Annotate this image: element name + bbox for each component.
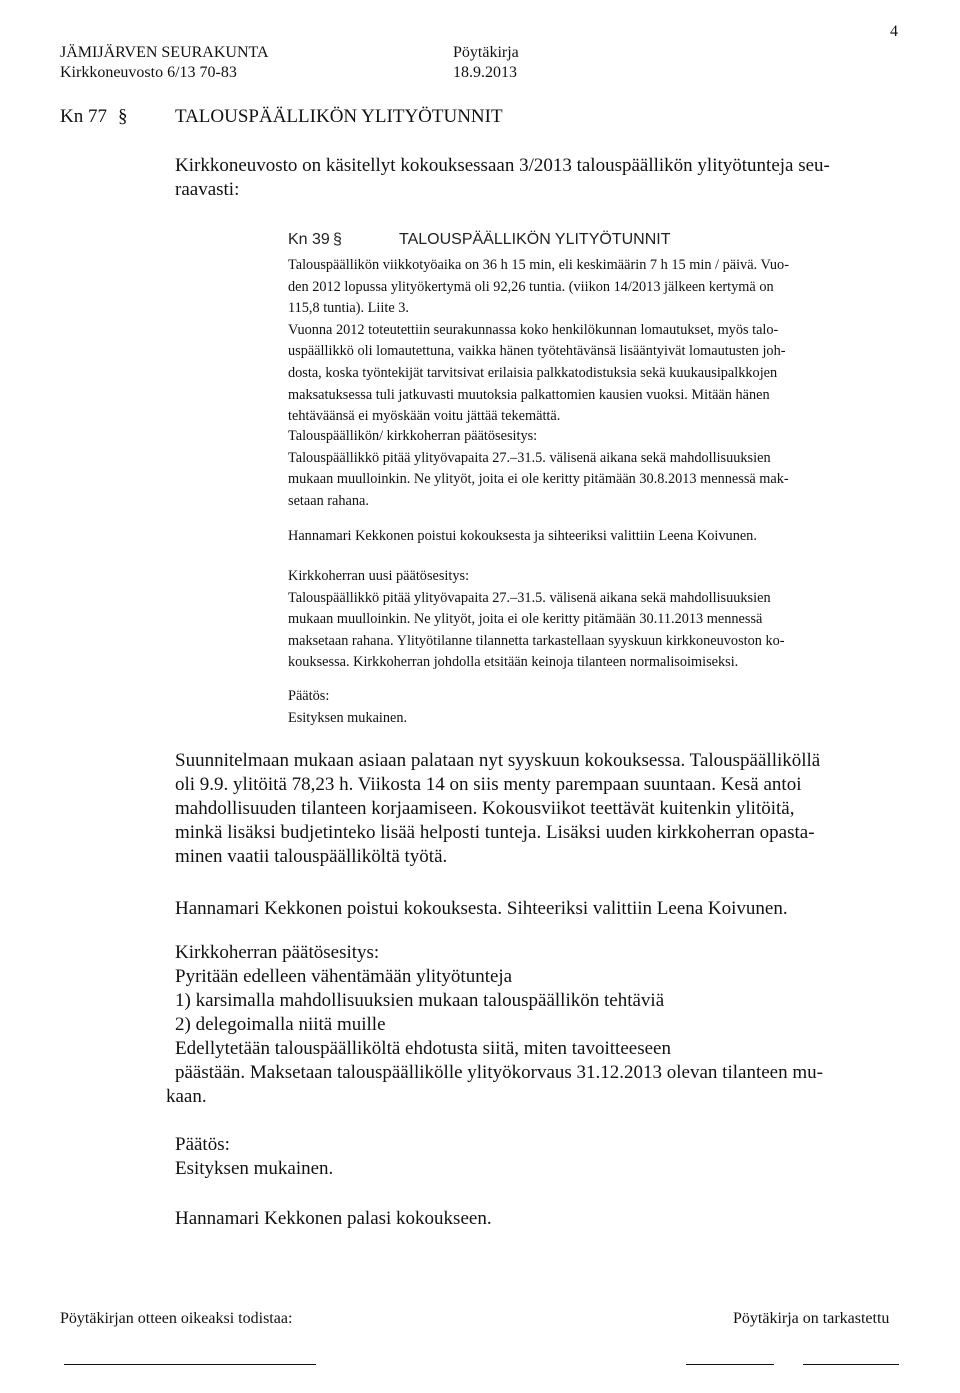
signature-line [686,1364,774,1365]
signature-line [64,1364,316,1365]
quoted-paragraph-3 [288,526,757,548]
intro-paragraph [175,154,830,202]
text-line: kaan. [166,1086,207,1107]
text-line: mukaan muulloinkin. Ne ylityöt, joita ei ole keritty pitämään 30.8.2013 mennessä mak- [288,471,789,488]
list-item: 2) delegoimalla niitä muille [175,1014,386,1035]
text-line: mukaan muulloinkin. Ne ylityöt, joita ei ole keritty pitämään 30.11.2013 mennessä [288,611,763,628]
text-line: päästään. Maksetaan talouspäällikölle ylityökorvaus 31.12.2013 olevan tilanteen mu- [175,1062,823,1083]
section-number: Kn 77 [60,106,107,127]
text-line: minen vaatii talouspäälliköltä työtä. [175,846,448,867]
text-line: Talouspäällikkö pitää ylityövapaita 27.–31.5. välisenä aikana sekä mahdollisuuksien [288,589,771,606]
text-line: Esityksen mukainen. [175,1158,334,1179]
text-line: Päätös: [175,1134,230,1155]
text-line: Hannamari Kekkonen palasi kokoukseen. [175,1208,492,1229]
header-doc-type: Pöytäkirja [453,44,519,61]
quoted-decision [288,686,407,729]
quoted-section-mark: § [333,231,342,248]
text-line: setaan rahana. [288,492,369,509]
text-line: Talouspäällikkö pitää ylityövapaita 27.–31.5. välisenä aikana sekä mahdollisuuksien [288,449,771,466]
text-line: Kirkkoherran päätösesitys: [175,942,380,963]
body-paragraph-2 [175,897,788,921]
text-line: Suunnitelmaan mukaan asiaan palataan nyt syyskuun kokouksessa. Talouspäälliköllä [175,750,821,771]
text-line: den 2012 lopussa ylityökertymä oli 92,26 tuntia. (viikon 14/2013 jälkeen kertymä on [288,278,774,295]
body-paragraph-5 [175,1207,492,1231]
header-org: JÄMIJÄRVEN SEURAKUNTA [60,44,269,61]
text-line: dosta, koska työntekijät tarvitsivat erilaisia palkkatodistuksia sekä kuukausipalkkojen [288,364,778,381]
text-line: maksatuksessa tuli jatkuvasti muutoksia palkattomien kausien vuoksi. Mitään hänen [288,386,770,403]
quoted-section-number: Kn 39 [288,231,330,248]
text-line: Talouspäällikön/ kirkkoherran päätösesitys: [288,428,538,444]
proposal-paragraph [166,941,823,1109]
text-line: minkä lisäksi budjetinteko lisää helposti tunteja. Lisäksi uuden kirkkoherran opasta- [175,822,815,843]
text-line: Päätös: [288,688,330,704]
text-line: uspäällikkö oli lomautettuna, vaikka hänen työtehtävänsä lisääntyivät lomautusten joh- [288,343,786,360]
text-line: Hannamari Kekkonen poistui kokouksesta ja sihteeriksi valittiin Leena Koivunen. [288,528,757,544]
quoted-paragraph-4 [288,566,785,674]
text-line: kouksessa. Kirkkoherran johdolla etsitään keinoja tilanteen normalisoimiseksi. [288,654,739,671]
decision-paragraph [175,1133,333,1181]
signature-line [803,1364,899,1365]
section-title: TALOUSPÄÄLLIKÖN YLITYÖTUNNIT [175,106,503,127]
section-mark: § [118,106,128,127]
text-line: maksetaan rahana. Ylityötilanne tilannetta tarkastellaan syyskuun kirkkoneuvoston ko- [288,632,785,649]
body-paragraph-1 [175,749,820,869]
intro-line: raavasti: [175,179,240,200]
text-line: Kirkkoherran uusi päätösesitys: [288,568,470,584]
footer-certified-label: Pöytäkirjan otteen oikeaksi todistaa: [60,1310,293,1327]
text-line: Pyritään edelleen vähentämään ylityötunteja [175,966,513,987]
text-line: Edellytetään talouspäälliköltä ehdotusta siitä, miten tavoitteeseen [175,1038,671,1059]
quoted-section-title: TALOUSPÄÄLLIKÖN YLITYÖTUNNIT [399,231,671,248]
text-line: Talouspäällikön viikkotyöaika on 36 h 15 min, eli keskimäärin 7 h 15 min / päivä. Vuo- [288,257,789,273]
text-line: oli 9.9. ylitöitä 78,23 h. Viikosta 14 on siis menty parempaan suuntaan. Kesä antoi [175,774,802,795]
text-line: mahdollisuuden tilanteen korjaamiseen. Kokousviikot teettävät kuitenkin ylitöitä, [175,798,795,819]
intro-line: Kirkkoneuvosto on käsitellyt kokouksessaan 3/2013 talouspäällikön ylityötunteja seu- [175,155,830,176]
text-line: Esityksen mukainen. [288,709,408,726]
text-line: tehtäväänsä ei myöskään voitu jättää tekemättä. [288,408,561,425]
header-meeting-ref: Kirkkoneuvosto 6/13 70-83 [60,64,237,81]
list-item: 1) karsimalla mahdollisuuksien mukaan talouspäällikön tehtäviä [175,990,665,1011]
footer-checked-label: Pöytäkirja on tarkastettu [733,1310,890,1327]
text-line: Vuonna 2012 toteutettiin seurakunnassa koko henkilökunnan lomautukset, myös talo- [288,321,779,338]
quoted-paragraph-1 [288,255,789,428]
page-number: 4 [890,23,898,40]
text-line: 115,8 tuntia). Liite 3. [288,300,409,317]
header-date: 18.9.2013 [453,64,517,81]
text-line: Hannamari Kekkonen poistui kokouksesta. Sihteeriksi valittiin Leena Koivunen. [175,898,788,919]
quoted-paragraph-2 [288,426,789,512]
